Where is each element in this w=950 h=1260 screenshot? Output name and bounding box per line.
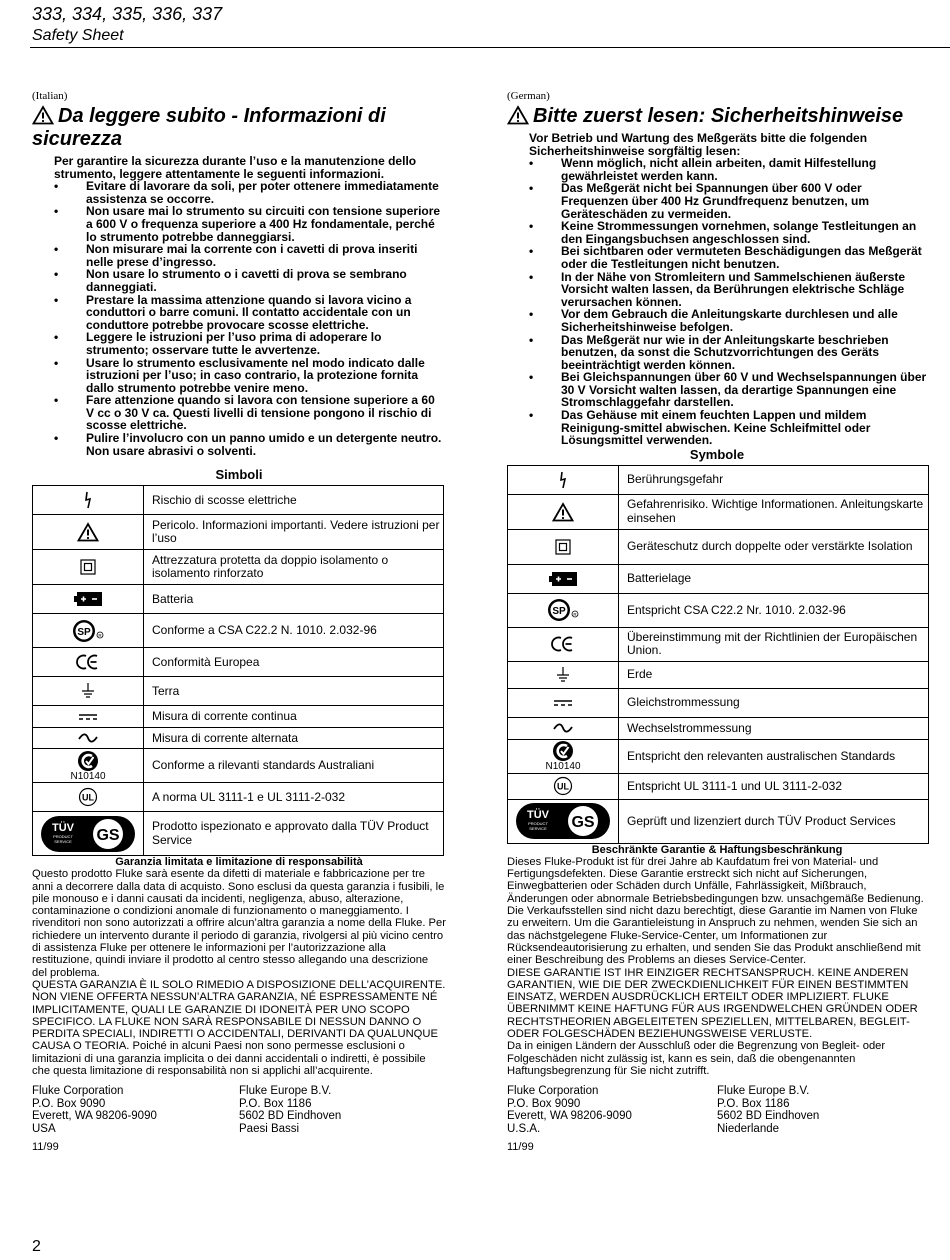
svg-text:PRODUCT: PRODUCT [528, 821, 548, 827]
heading-text: Bitte zuerst lesen: Sicherheitshinweise [533, 105, 904, 127]
address-line: Everett, WA 98206-9090 [507, 1110, 632, 1123]
safety-bullet: • Bei sichtbaren oder vermuteten Beschädigungen das Meßgerät oder die Testleitungen nicht benutzen. [529, 245, 927, 270]
safety-bullet: • Non usare lo strumento o i cavetti di prova se sembrano danneggiati. [54, 268, 446, 293]
symbol-icon-cell [33, 706, 144, 728]
safety-bullet-list [32, 180, 446, 457]
ground-icon [80, 683, 96, 697]
certification-code: N10140 [545, 761, 581, 773]
address-line: P.O. Box 9090 [32, 1097, 106, 1110]
symbol-description: Berührungsgefahr [619, 465, 929, 494]
symbol-icon-cell [33, 515, 144, 550]
dc-icon [553, 695, 573, 709]
warning-triangle-icon [77, 524, 99, 538]
ce-mark-icon [76, 654, 100, 668]
safety-bullet: • Pulire l’involucro con un panno umido e un detergente neutro. Non usare abrasivi o solventi. [54, 432, 446, 457]
symbol-description: Conformità Europea [144, 648, 444, 677]
symbol-description: A norma UL 3111-1 e UL 3111-2-032 [144, 783, 444, 812]
c-tick-icon [552, 744, 574, 758]
symbol-icon-cell [508, 739, 619, 773]
symbol-row [508, 627, 929, 661]
safety-bullet: • Wenn möglich, nicht allein arbeiten, damit Hilfestellung gewährleistet werden kann. [529, 157, 927, 182]
safety-bullet: • Das Meßgerät nicht bei Spannungen über 600 V oder Frequenzen über 400 Hz Grundfrequenz benutzen, um Geräteschäden zu vermeiden. [529, 182, 927, 220]
symbol-icon-cell [33, 648, 144, 677]
symbol-icon-cell [508, 494, 619, 529]
double-insulation-icon [79, 559, 97, 573]
battery-icon [548, 571, 578, 585]
revision-date: 11/99 [507, 1141, 534, 1154]
warranty-note: Da in einigen Ländern der Ausschluß oder die Begrenzung von Begleit- oder Folgeschäden nicht zulässig ist, kann es sein, daß die obengenannten Haftungsbegrenzung für Sie nicht zutrifft. [507, 1040, 886, 1077]
address-line: Paesi Bassi [239, 1122, 300, 1135]
symbol-row [33, 648, 444, 677]
symbols-title: Symbole [689, 446, 745, 462]
svg-text:SP: SP [552, 606, 566, 618]
ul-mark-icon [553, 779, 573, 793]
german-column [507, 90, 927, 1153]
symbol-description: Prodotto ispezionato e approvato dalla TÜV Product Service [144, 812, 444, 856]
c-tick-icon [77, 753, 99, 767]
address-line: P.O. Box 1186 [717, 1097, 790, 1110]
svg-text:UL: UL [557, 781, 569, 792]
language-label: (Italian) [32, 90, 68, 102]
symbol-icon-cell [508, 688, 619, 717]
address-line: Niederlande [717, 1122, 780, 1135]
address-line: Everett, WA 98206-9090 [32, 1110, 157, 1123]
models-header: 333, 334, 335, 336, 337 [32, 4, 223, 24]
svg-text:SERVICE: SERVICE [529, 826, 547, 832]
safety-bullet: • Das Gehäuse mit einem feuchten Lappen und mildem Reinigung-smittel abwischen. Keine Schleifmittel oder Lösungsmittel verwenden. [529, 409, 927, 447]
symbol-description: Misura di corrente alternata [144, 728, 444, 749]
safety-bullet: • Evitare di lavorare da soli, per poter ottenere immediatamente assistenza se occorre. [54, 180, 446, 205]
symbol-icon-cell [508, 465, 619, 494]
safety-bullet: • Leggere le istruzioni per l’uso prima di adoperare lo strumento; osservare tutte le avvertenze. [54, 331, 446, 356]
warning-triangle-icon [552, 504, 574, 518]
symbol-icon-cell [508, 799, 619, 843]
svg-text:GS: GS [571, 814, 595, 832]
ac-icon [553, 721, 573, 735]
double-insulation-icon [554, 539, 572, 553]
symbol-description: Pericolo. Informazioni importanti. Vedere istruzioni per l’uso [144, 515, 444, 550]
address-line: USA [32, 1122, 56, 1135]
symbols-table [32, 485, 444, 856]
symbol-row [33, 550, 444, 585]
svg-text:UL: UL [82, 792, 94, 803]
symbol-row [33, 706, 444, 728]
page-number: 2 [32, 1238, 41, 1255]
safety-bullet: • Keine Strommessungen vornehmen, solange Testleitungen an den Eingangsbuchsen angeschlossen sind. [529, 220, 927, 245]
symbol-row [508, 661, 929, 688]
section-heading [32, 105, 446, 151]
symbol-row [508, 688, 929, 717]
sheet-subtitle: Safety Sheet [32, 27, 124, 44]
safety-bullet: • Usare lo strumento esclusivamente nel modo indicato dalle istruzioni per l’uso; in caso contrario, la protezione fornita dallo strumento potrebbe venire meno. [54, 357, 446, 395]
revision-date: 11/99 [32, 1141, 59, 1154]
symbol-row [508, 529, 929, 564]
header-rule [30, 47, 950, 48]
electric-shock-icon [83, 492, 93, 506]
safety-bullet: • Non misurare mai la corrente con i cavetti di prova inseriti nelle prese d’ingresso. [54, 243, 446, 268]
section-heading [507, 105, 927, 128]
symbol-description: Rischio di scosse elettriche [144, 486, 444, 515]
intro-text: Per garantire la sicurezza durante l’uso e la manutenzione dello strumento, leggere attentamente le seguenti informazioni. [54, 154, 417, 181]
symbol-row [508, 465, 929, 494]
address-line: P.O. Box 9090 [507, 1097, 581, 1110]
svg-text:TÜV: TÜV [52, 821, 74, 834]
warranty-paragraph: Questo prodotto Fluke sarà esente da difetti di materiale e fabbricazione per tre anni a decorrere dalla data di acquisto. Sono esclusi da questa garanzia i fusibili, le pile monouso e i danni causati da incidenti, negligenza, abuso, alterazione, contaminazione o condizioni anomale di funzionamento o maneggiamento. I rivenditori non sono autorizzati a offrire alcun’altra garanzia a nome della Fluke. Per richiedere un intervento durante il periodo di garanzia, rivolgersi al più vicino centro di assistenza Fluke per ottenere le informazioni per l’autorizzazione alla restituzione, quindi inviare il prodotto al centro stesso allegando una descrizione del problema. [32, 868, 446, 979]
svg-text:GS: GS [96, 826, 120, 844]
address-line: Fluke Corporation [32, 1085, 124, 1098]
heading-text: Da leggere subito - Informazioni di sicurezza [32, 105, 386, 150]
symbol-row [508, 494, 929, 529]
dc-icon [78, 709, 98, 723]
symbol-description: Entspricht UL 3111-1 und UL 3111-2-032 [619, 773, 929, 799]
symbol-description: Batteria [144, 585, 444, 614]
symbol-description: Geprüft und lizenziert durch TÜV Product Services [619, 799, 929, 843]
svg-text:R: R [573, 612, 577, 618]
warranty-title: Beschränkte Garantie & Haftungsbeschränkung [591, 843, 843, 856]
symbol-icon-cell [33, 614, 144, 648]
safety-bullet: • Non usare mai lo strumento su circuiti con tensione superiore a 600 V o frequenza superiore a 400 Hz fondamentale, perché lo strumento potrebbe danneggiarsi. [54, 205, 446, 243]
symbol-description: Entspricht CSA C22.2 Nr. 1010. 2.032-96 [619, 593, 929, 627]
symbol-row [508, 773, 929, 799]
symbol-row [33, 677, 444, 706]
svg-text:SERVICE: SERVICE [54, 838, 72, 844]
csa-mark-icon [72, 623, 104, 637]
symbols-table [507, 465, 929, 844]
symbol-row [508, 799, 929, 843]
symbol-icon-cell [33, 550, 144, 585]
symbol-icon-cell [508, 773, 619, 799]
symbol-description: Gefahrenrisiko. Wichtige Informationen. Anleitungskarte einsehen [619, 494, 929, 529]
symbol-description: Terra [144, 677, 444, 706]
safety-bullet: • Prestare la massima attenzione quando si lavora vicino a conduttori o barre comuni. Il contatto accidentale con un conduttore potrebbe provocare scosse elettriche. [54, 294, 446, 332]
symbol-description: Entspricht den relevanten australischen Standards [619, 739, 929, 773]
symbol-description: Misura di corrente continua [144, 706, 444, 728]
address-line: U.S.A. [507, 1122, 541, 1135]
symbol-row [33, 614, 444, 648]
svg-text:TÜV: TÜV [527, 809, 549, 822]
safety-bullet: • Das Meßgerät nur wie in der Anleitungskarte beschrieben benutzen, da sonst die Schutzvorrichtungen des Geräts beeinträchtigt werden können. [529, 334, 927, 372]
svg-text:PRODUCT: PRODUCT [53, 833, 73, 839]
address-block [507, 1085, 927, 1135]
safety-bullet: • Bei Gleichspannungen über 60 V und Wechselspannungen über 30 V Vorsicht walten lassen, da derartige Spannungen eine Stromschlaggefahr darstellen. [529, 371, 927, 409]
address-line: P.O. Box 1186 [239, 1097, 312, 1110]
symbol-icon-cell [33, 486, 144, 515]
symbol-description: Attrezzatura protetta da doppio isolamento o isolamento rinforzato [144, 550, 444, 585]
address-line: 5602 BD Eindhoven [239, 1110, 342, 1123]
ac-icon [78, 731, 98, 745]
symbol-row [33, 783, 444, 812]
symbol-row [33, 486, 444, 515]
symbol-icon-cell [508, 593, 619, 627]
electric-shock-icon [558, 472, 568, 486]
certification-code: N10140 [70, 770, 106, 782]
intro-text: Vor Betrieb und Wartung des Meßgeräts bitte die folgenden Sicherheitshinweise sorgfältig lesen: [529, 131, 868, 158]
symbol-icon-cell [508, 529, 619, 564]
symbol-row [508, 564, 929, 593]
symbol-icon-cell [33, 677, 144, 706]
symbol-icon-cell [508, 717, 619, 739]
symbol-icon-cell [33, 783, 144, 812]
svg-text:SP: SP [77, 626, 91, 638]
fluke-corporation-address [507, 1085, 717, 1135]
symbol-row [33, 812, 444, 856]
fluke-corporation-address [32, 1085, 239, 1135]
fluke-europe-address [717, 1085, 927, 1135]
safety-bullet-list [507, 157, 927, 447]
ground-icon [555, 667, 571, 681]
symbol-description: Batterielage [619, 564, 929, 593]
italian-column [32, 90, 446, 1153]
address-block [32, 1085, 446, 1135]
warranty-title: Garanzia limitata e limitazione di responsabilità [115, 856, 363, 869]
fluke-europe-address [239, 1085, 446, 1135]
symbol-icon-cell [33, 812, 144, 856]
svg-text:R: R [98, 632, 102, 638]
address-line: Fluke Corporation [507, 1085, 599, 1098]
safety-bullet: • In der Nähe von Stromleitern und Sammelschienen äußerste Vorsicht walten lassen, da Berührungen elektrische Schläge verursachen können. [529, 271, 927, 309]
language-label: (German) [507, 90, 550, 102]
battery-icon [73, 591, 103, 605]
address-line: 5602 BD Eindhoven [717, 1110, 820, 1123]
tuv-gs-icon [40, 821, 136, 844]
symbol-row [508, 739, 929, 773]
symbol-description: Wechselstrommessung [619, 717, 929, 739]
symbol-description: Conforme a rilevanti standards Australiani [144, 749, 444, 783]
ul-mark-icon [78, 789, 98, 803]
symbol-description: Erde [619, 661, 929, 688]
symbol-description: Gleichstrommessung [619, 688, 929, 717]
warranty-paragraph: Dieses Fluke-Produkt ist für drei Jahre ab Kaufdatum frei von Material- und Fertigungsdefekten. Diese Garantie erstreckt sich nicht auf Sicherungen, Einwegbatterien oder Schäden durch Unfälle, Fahrlässigkeit, Mißbrauch, Änderungen oder abnormale Betriebsbedingungen bzw. unsachgemäße Bedienung. Die Verkaufsstellen sind nicht dazu berechtigt, diese Garantie im Namen von Fluke zu erweitern. Um die Garantieleistung in Anspruch zu nehmen, wenden Sie sich an das nächstgelegene Fluke-Service-Center, um Informationen zur Rücksendeautorisierung zu erhalten, und senden Sie das Produkt anschließend mit einer Beschreibung des Problems an dieses Service-Center. [507, 855, 924, 967]
symbol-row [33, 515, 444, 550]
symbols-title: Simboli [215, 467, 263, 483]
symbol-icon-cell [508, 661, 619, 688]
address-line: Fluke Europe B.V. [717, 1085, 810, 1098]
ce-mark-icon [551, 637, 575, 651]
warning-triangle-icon [32, 105, 58, 127]
symbol-icon-cell [33, 728, 144, 749]
symbol-row [33, 749, 444, 783]
symbol-row [508, 717, 929, 739]
tuv-gs-icon [515, 809, 611, 832]
safety-bullet: • Fare attenzione quando si lavora con tensione superiore a 60 V cc o 30 V ca. Questi livelli di tensione pongono il rischio di scosse elettriche. [54, 394, 446, 432]
warranty-disclaimer: QUESTA GARANZIA È IL SOLO RIMEDIO A DISPOSIZIONE DELL’ACQUIRENTE. NON VIENE OFFERTA NESSUN’ALTRA GARANZIA, NÉ ESPRESSAMENTE NÉ IMPLICITAMENTE, QUALI LE GARANZIE DI IDONEITÀ PER UNO SCOPO SPECIFICO. LA FLUKE NON SARÀ RESPONSABILE DI NESSUN DANNO O PERDITA SPECIALI, INDIRETTI O ACCIDENTALI, DERIVANTI DA QUALUNQUE CAUSA O TEORIA. Poiché in alcuni Paesi non sono permesse esclusioni o limitazioni di una garanzia implicita o dei danni accidentali o indiretti, è possibile che questa limitazione di responsabilità non si applichi all’acquirente. [32, 978, 446, 1077]
symbol-icon-cell [33, 585, 144, 614]
symbol-description: Geräteschutz durch doppelte oder verstärkte Isolation [619, 529, 929, 564]
symbol-icon-cell [508, 564, 619, 593]
symbol-icon-cell [33, 749, 144, 783]
csa-mark-icon [547, 603, 579, 617]
symbol-row [33, 728, 444, 749]
symbol-description: Übereinstimmung mit der Richtlinien der Europäischen Union. [619, 627, 929, 661]
symbol-icon-cell [508, 627, 619, 661]
warranty-disclaimer: DIESE GARANTIE IST IHR EINZIGER RECHTSANSPRUCH. KEINE ANDEREN GARANTIEN, WIE DIE DER ZWECKDIENLICHKEIT FÜR EINEN BESTIMMTEN EINSATZ, WERDEN AUSDRÜCKLICH ERTEILT ODER IMPLIZIERT. FLUKE ÜBERNIMMT KEINE HAFTUNG FÜR AUS IRGENDWELCHEN GRÜNDEN ODER RECHTSTHEORIEN ABGELEITETEN SPEZIELLEN, MITTELBAREN, BEGLEIT- ODER FOLGESCHÄDEN BEZIEHUNGSWEISE VERLUSTE. [507, 966, 918, 1040]
symbol-row [33, 585, 444, 614]
symbol-description: Conforme a CSA C22.2 N. 1010. 2.032-96 [144, 614, 444, 648]
symbol-row [508, 593, 929, 627]
address-line: Fluke Europe B.V. [239, 1085, 332, 1098]
safety-bullet: • Vor dem Gebrauch die Anleitungskarte durchlesen und alle Sicherheitshinweise befolgen. [529, 308, 927, 333]
warning-triangle-icon [507, 105, 533, 127]
